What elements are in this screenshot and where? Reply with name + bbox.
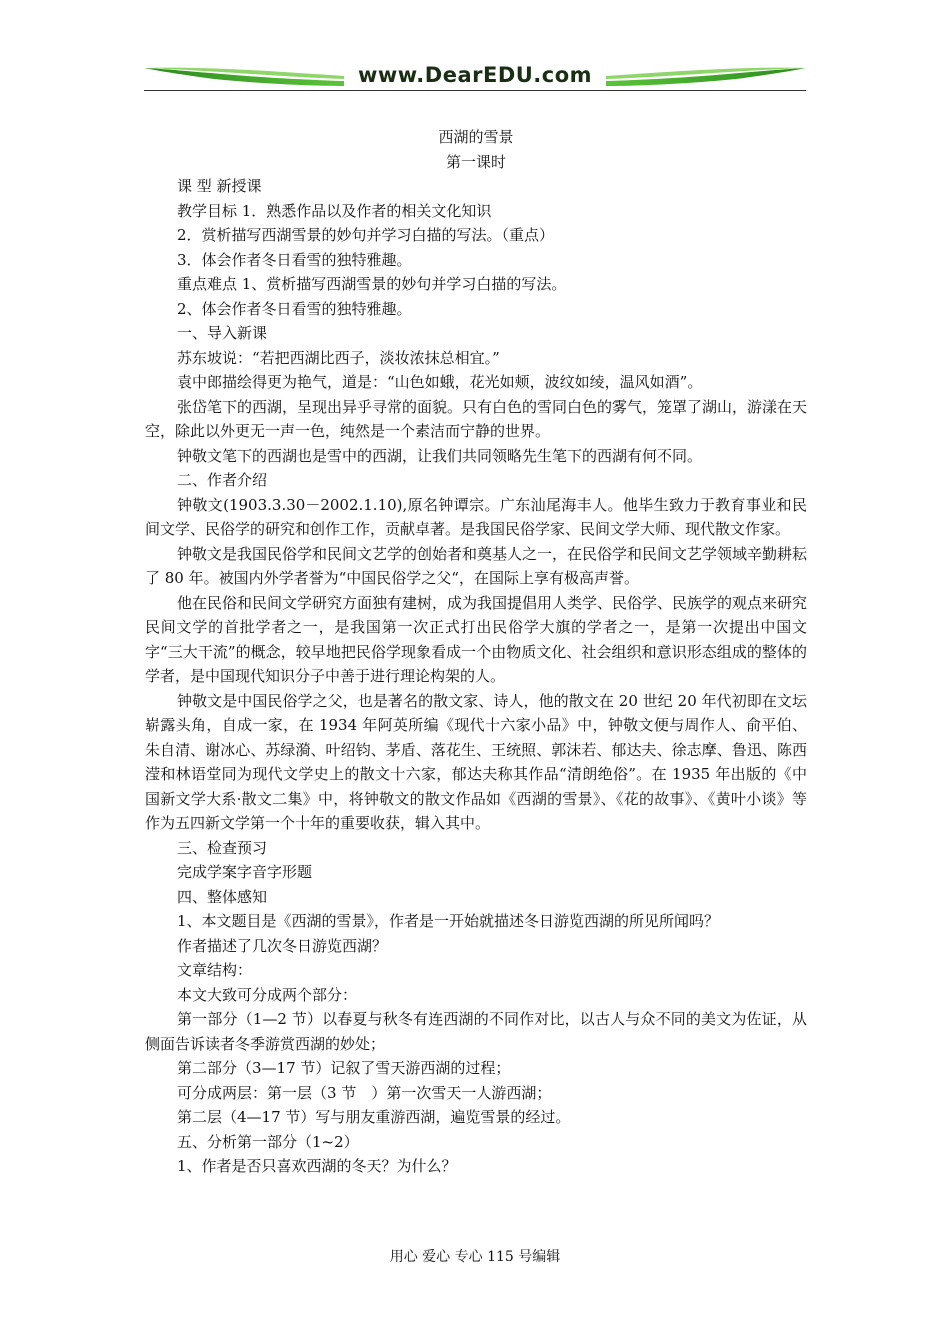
doc-paragraph: 第二部分（3—17 节）记叙了雪天游西湖的过程； [177, 1059, 511, 1077]
doc-paragraph: 钟敬文(1903.3.30－2002.1.10),原名钟谭宗。广东汕尾海丰人。他毕生致力于教育事业和民间文学、民俗学的研究和创作工作，贡献卓著。是我国民俗学家、民间文学大师、现代散文作家。 [145, 495, 807, 538]
doc-paragraph: 袁中郎描绘得更为艳气，道是：“山色如蛾，花光如颊，波纹如绫，温风如酒”。 [177, 373, 703, 391]
section-heading: 二、作者介绍 [177, 471, 268, 489]
doc-paragraph: 苏东坡说：“若把西湖比西子，淡妆浓抹总相宜。” [177, 348, 500, 367]
section-heading: 一、导入新课 [177, 324, 268, 342]
doc-paragraph: 他在民俗和民间文学研究方面独有建树，成为我国提倡用人类学、民俗学、民族学的观点来研究民间文学的首批学者之一，是我国第一次正式打出民俗学大旗的学者之一，是第一次提出中国文字“三大干流”的概念，较早地把民俗学现象看成一个由物质文化、社会组织和意识形态组成的整体的学者，是中国现代知识分子中善于进行理论构架的人。 [145, 593, 808, 685]
doc-paragraph: 本文大致可分成两个部分： [177, 985, 358, 1004]
doc-title: 西湖的雪景 [438, 128, 514, 146]
document-body [145, 125, 807, 1179]
section-heading: 三、检查预习 [177, 838, 268, 857]
doc-paragraph: 钟敬文是中国民俗学之父，也是著名的散文家、诗人，他的散文在 20 世纪 20 年代初即在文坛崭露头角，自成一家，在 1934 年阿英所编《现代十六家小品》中，钟敬文便与周作人、俞平伯、朱自清、谢冰心、苏绿漪、叶绍钧、茅盾、落花生、王统照、郭沫若、郁达夫、徐志摩、鲁迅、陈西滢和林语堂同为现代文学史上的散文十六家，郁达夫称其作品“清朗绝俗”。在 1935 年出版的《中国新文学大系·散文二集》中，将钟敬文的散文作品如《西湖的雪景》、《花的故事》、《黄叶小谈》等作为五四新文学第一个十年的重要收获，辑入其中。 [145, 691, 807, 832]
doc-paragraph: 第一部分（1—2 节）以春夏与秋冬有连西湖的不同作对比，以古人与众不同的美文为佐证，从侧面告诉读者冬季游赏西湖的妙处； [145, 1010, 807, 1053]
doc-paragraph: 钟敬文笔下的西湖也是雪中的西湖，让我们共同领略先生笔下的西湖有何不同。 [177, 446, 703, 465]
doc-paragraph: 3．体会作者冬日看雪的独特雅趣。 [177, 250, 412, 269]
doc-paragraph: 可分成两层：第一层（3 节 ）第一次雪天一人游西湖； [177, 1083, 552, 1102]
doc-paragraph: 2、体会作者冬日看雪的独特雅趣。 [177, 299, 412, 318]
doc-paragraph: 完成学案字音字形题 [177, 863, 313, 881]
section-heading: 五、分析第一部分（1~2） [177, 1132, 359, 1151]
doc-subtitle: 第一课时 [445, 152, 506, 171]
doc-paragraph: 张岱笔下的西湖，呈现出异乎寻常的面貌。只有白色的雪同白色的雾气，笼罩了湖山，游漾在天空，除此以外更无一声一色，纯然是一个素洁而宁静的世界。 [145, 397, 808, 440]
section-heading: 四、整体感知 [177, 887, 268, 906]
doc-paragraph: 教学目标 1．熟悉作品以及作者的相关文化知识 [177, 201, 492, 220]
doc-paragraph: 课 型 新授课 [177, 177, 262, 195]
doc-paragraph: 钟敬文是我国民俗学和民间文艺学的创始者和奠基人之一，在民俗学和民间文艺学领域辛勤耕耘了 80 年。被国内外学者誉为“中国民俗学之父“，在国际上享有极高声誉。 [145, 544, 808, 587]
page-footer: 用心 爱心 专心 115 号编辑 [389, 1249, 561, 1265]
doc-paragraph: 文章结构： [177, 961, 253, 979]
doc-paragraph: 1、作者是否只喜欢西湖的冬天？为什么？ [177, 1157, 457, 1175]
doc-paragraph: 第二层（4—17 节）写与朋友重游西湖，遍览雪景的经过。 [177, 1108, 571, 1126]
header-divider [144, 90, 806, 91]
doc-paragraph: 2．赏析描写西湖雪景的妙句并学习白描的写法。（重点） [177, 226, 555, 244]
doc-paragraph: 1、本文题目是《西湖的雪景》，作者是一开始就描述冬日游览西湖的所见所闻吗？ [177, 912, 720, 930]
site-logo-text: www.DearEDU.com [357, 63, 593, 87]
doc-paragraph: 作者描述了几次冬日游览西湖？ [177, 936, 388, 955]
doc-paragraph: 重点难点 1、赏析描写西湖雪景的妙句并学习白描的写法。 [177, 275, 567, 293]
